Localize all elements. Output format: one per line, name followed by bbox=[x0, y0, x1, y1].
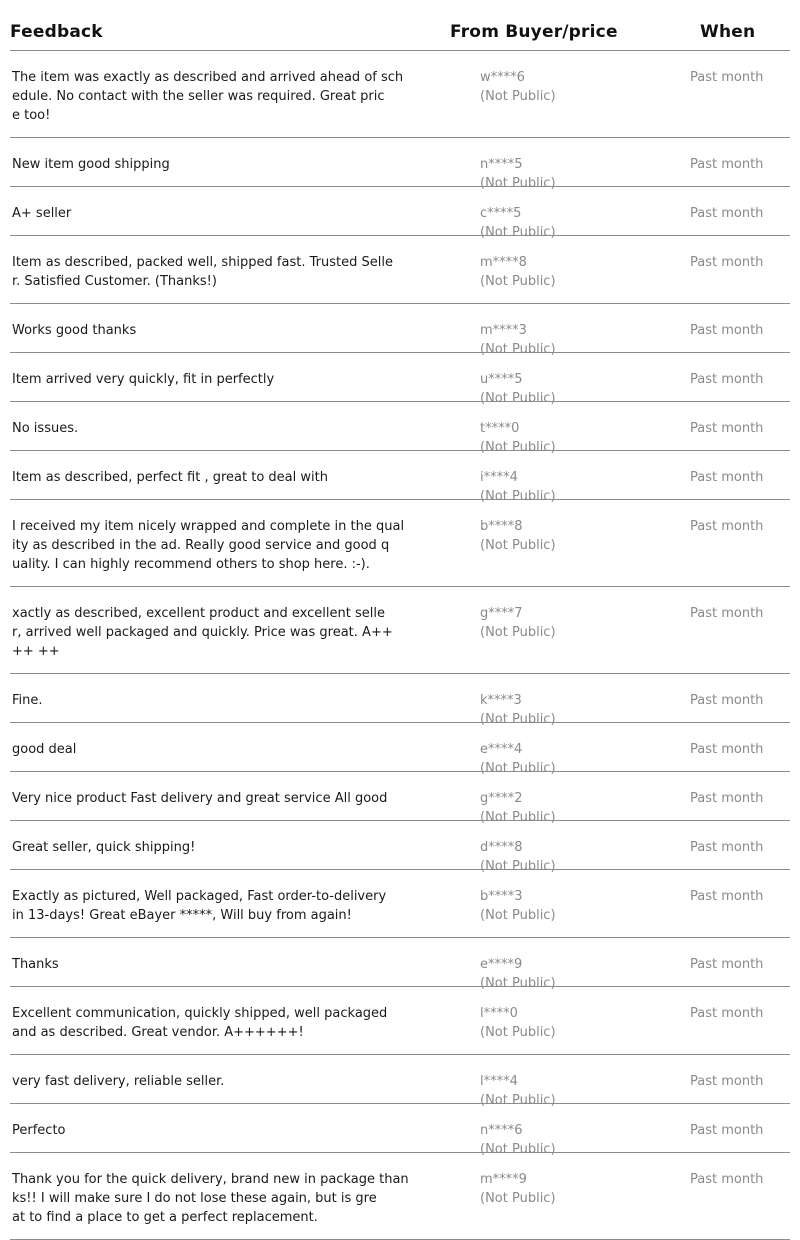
buyer-cell bbox=[480, 1004, 556, 1042]
feedback-comment: Item arrived very quickly, fit in perfectly bbox=[12, 372, 275, 387]
feedback-when: Past month bbox=[690, 372, 764, 387]
feedback-comment: The item was exactly as described and arrived ahead of sch edule. No contact with the seller was required. Great pric e too! bbox=[12, 70, 404, 123]
table-row bbox=[10, 304, 790, 357]
table-row bbox=[10, 870, 790, 938]
feedback-comment: good deal bbox=[12, 742, 77, 757]
buyer-name: m****8 bbox=[480, 255, 527, 270]
buyer-price: (Not Public) bbox=[480, 810, 556, 825]
buyer-name: l****0 bbox=[480, 1006, 518, 1021]
buyer-price: (Not Public) bbox=[480, 712, 556, 727]
table-row bbox=[10, 1153, 790, 1240]
table-header bbox=[10, 0, 790, 51]
feedback-when: Past month bbox=[690, 421, 764, 436]
table-row bbox=[10, 772, 790, 825]
feedback-table bbox=[10, 0, 790, 1240]
table-row bbox=[10, 587, 790, 674]
feedback-when: Past month bbox=[690, 889, 764, 904]
feedback-when: Past month bbox=[690, 1006, 764, 1021]
buyer-price: (Not Public) bbox=[480, 1142, 556, 1157]
buyer-name: m****9 bbox=[480, 1172, 527, 1187]
buyer-price: (Not Public) bbox=[480, 1191, 556, 1206]
buyer-name: l****4 bbox=[480, 1074, 518, 1089]
buyer-price: (Not Public) bbox=[480, 625, 556, 640]
buyer-price: (Not Public) bbox=[480, 1025, 556, 1040]
feedback-when: Past month bbox=[690, 519, 764, 534]
feedback-comment: Great seller, quick shipping! bbox=[12, 840, 196, 855]
feedback-when: Past month bbox=[690, 840, 764, 855]
buyer-name: w****6 bbox=[480, 70, 525, 85]
buyer-price: (Not Public) bbox=[480, 976, 556, 991]
feedback-comment: Works good thanks bbox=[12, 323, 137, 338]
feedback-when: Past month bbox=[690, 693, 764, 708]
buyer-name: g****7 bbox=[480, 606, 523, 621]
buyer-name: d****8 bbox=[480, 840, 523, 855]
buyer-cell bbox=[480, 887, 556, 925]
table-row bbox=[10, 353, 790, 406]
buyer-price: (Not Public) bbox=[480, 1093, 556, 1108]
buyer-name: t****0 bbox=[480, 421, 520, 436]
feedback-when: Past month bbox=[690, 742, 764, 757]
buyer-price: (Not Public) bbox=[480, 225, 556, 240]
buyer-price: (Not Public) bbox=[480, 274, 556, 289]
buyer-name: c****5 bbox=[480, 206, 522, 221]
buyer-name: n****6 bbox=[480, 1123, 523, 1138]
feedback-when: Past month bbox=[690, 1123, 764, 1138]
feedback-comment: Fine. bbox=[12, 693, 43, 708]
buyer-name: b****3 bbox=[480, 889, 523, 904]
buyer-price: (Not Public) bbox=[480, 89, 556, 104]
feedback-comment: Item as described, packed well, shipped fast. Trusted Selle r. Satisfied Customer. (Thanks!) bbox=[12, 255, 393, 289]
buyer-price: (Not Public) bbox=[480, 391, 556, 406]
buyer-cell bbox=[480, 68, 556, 106]
feedback-comment: Thanks bbox=[12, 957, 59, 972]
feedback-when: Past month bbox=[690, 255, 764, 270]
buyer-price: (Not Public) bbox=[480, 859, 556, 874]
feedback-when: Past month bbox=[690, 70, 764, 85]
feedback-comment: Excellent communication, quickly shipped, well packaged and as described. Great vendor. A++++++! bbox=[12, 1006, 388, 1040]
buyer-name: b****8 bbox=[480, 519, 523, 534]
table-row bbox=[10, 236, 790, 304]
buyer-price: (Not Public) bbox=[480, 761, 556, 776]
feedback-when: Past month bbox=[690, 1172, 764, 1187]
buyer-price: (Not Public) bbox=[480, 176, 556, 191]
table-row bbox=[10, 821, 790, 874]
feedback-when: Past month bbox=[690, 206, 764, 221]
feedback-when: Past month bbox=[690, 470, 764, 485]
buyer-name: e****9 bbox=[480, 957, 523, 972]
table-row bbox=[10, 187, 790, 240]
feedback-comment: New item good shipping bbox=[12, 157, 170, 172]
buyer-price: (Not Public) bbox=[480, 538, 556, 553]
feedback-when: Past month bbox=[690, 957, 764, 972]
feedback-when: Past month bbox=[690, 606, 764, 621]
buyer-name: m****3 bbox=[480, 323, 527, 338]
table-row bbox=[10, 723, 790, 776]
feedback-comment: xactly as described, excellent product and excellent selle r, arrived well packaged and quickly. Price was great. A++ ++ ++ bbox=[12, 606, 393, 659]
buyer-name: e****4 bbox=[480, 742, 523, 757]
feedback-comment: Item as described, perfect fit , great to deal with bbox=[12, 470, 328, 485]
table-row bbox=[10, 938, 790, 991]
table-row bbox=[10, 138, 790, 191]
buyer-price: (Not Public) bbox=[480, 342, 556, 357]
table-row bbox=[10, 51, 790, 138]
feedback-comment: Exactly as pictured, Well packaged, Fast order-to-delivery in 13-days! Great eBayer *****, Will buy from again! bbox=[12, 889, 387, 923]
buyer-cell bbox=[480, 1170, 556, 1208]
feedback-when: Past month bbox=[690, 323, 764, 338]
buyer-cell bbox=[480, 604, 556, 642]
buyer-cell bbox=[480, 253, 556, 291]
buyer-name: i****4 bbox=[480, 470, 518, 485]
buyer-price: (Not Public) bbox=[480, 489, 556, 504]
buyer-name: g****2 bbox=[480, 791, 523, 806]
buyer-name: u****5 bbox=[480, 372, 523, 387]
feedback-comment: A+ seller bbox=[12, 206, 72, 221]
table-row bbox=[10, 987, 790, 1055]
feedback-comment: Thank you for the quick delivery, brand new in package than ks!! I will make sure I do not lose these again, but is gre at to find a place to get a perfect replacement. bbox=[12, 1172, 409, 1225]
table-row bbox=[10, 1055, 790, 1108]
buyer-price: (Not Public) bbox=[480, 440, 556, 455]
feedback-when: Past month bbox=[690, 157, 764, 172]
feedback-when: Past month bbox=[690, 1074, 764, 1089]
buyer-price: (Not Public) bbox=[480, 908, 556, 923]
feedback-comment: Very nice product Fast delivery and great service All good bbox=[12, 791, 388, 806]
column-header-when: When bbox=[700, 22, 756, 42]
column-header-buyer-price: From Buyer/price bbox=[450, 22, 618, 42]
table-row bbox=[10, 451, 790, 504]
table-row bbox=[10, 1104, 790, 1157]
feedback-comment: Perfecto bbox=[12, 1123, 66, 1138]
table-row bbox=[10, 674, 790, 727]
buyer-name: k****3 bbox=[480, 693, 522, 708]
feedback-comment: very fast delivery, reliable seller. bbox=[12, 1074, 225, 1089]
feedback-comment: No issues. bbox=[12, 421, 79, 436]
table-row bbox=[10, 500, 790, 587]
buyer-name: n****5 bbox=[480, 157, 523, 172]
table-row bbox=[10, 402, 790, 455]
feedback-comment: I received my item nicely wrapped and complete in the qual ity as described in the ad. Really good service and good q uality. I can highly recommend others to shop here. :-). bbox=[12, 519, 405, 572]
feedback-when: Past month bbox=[690, 791, 764, 806]
buyer-cell bbox=[480, 517, 556, 555]
column-header-feedback: Feedback bbox=[10, 22, 103, 42]
